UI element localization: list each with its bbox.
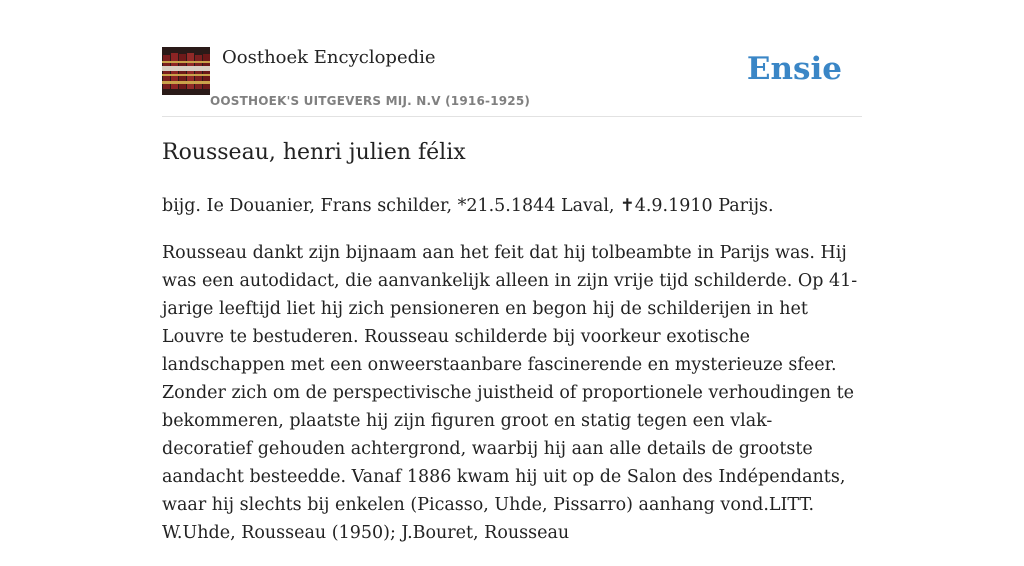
article-intro: bijg. Ie Douanier, Frans schilder, *21.5.1844 Laval, ✝4.9.1910 Parijs. xyxy=(162,196,774,216)
ensie-logo[interactable]: Ensie xyxy=(746,51,842,87)
source-header xyxy=(162,44,862,117)
article-body xyxy=(162,192,862,566)
article-paragraph: Rousseau dankt zijn bijnaam aan het feit dat hij tolbeambte in Parijs was. Hij was een autodidact, die aanvankelijk alleen in zijn vrije tijd schilderde. Op 41-jarige leeftijd liet hij zich pensioneren en begon hij de schilderijen in het Louvre te bestuderen. Rousseau schilderde bij voorkeur exotische landschappen met een onweerstaanbare fascinerende en mysterieuze sfeer. Zonder zich om de perspectivische juistheid of proportionele verhoudingen te bekommeren, plaatste hij zijn figuren groot en statig tegen een vlak-decoratief gehouden achtergrond, waarbij hij aan alle details de grootste aandacht besteedde. Vanaf 1886 kwam hij uit op de Salon des Indépendants, waar hij slechts bij enkelen (Picasso, Uhde, Pissarro) aanhang vond.LITT. W.Uhde, Rousseau (1950); J.Bouret, Rousseau xyxy=(162,243,858,543)
source-name[interactable]: Oosthoek Encyclopedie xyxy=(222,47,436,68)
source-publisher: OOSTHOEK'S UITGEVERS MIJ. N.V (1916-1925) xyxy=(210,94,531,108)
encyclopedia-books-icon[interactable] xyxy=(162,47,210,95)
article-title: Rousseau, henri julien félix xyxy=(162,140,466,165)
